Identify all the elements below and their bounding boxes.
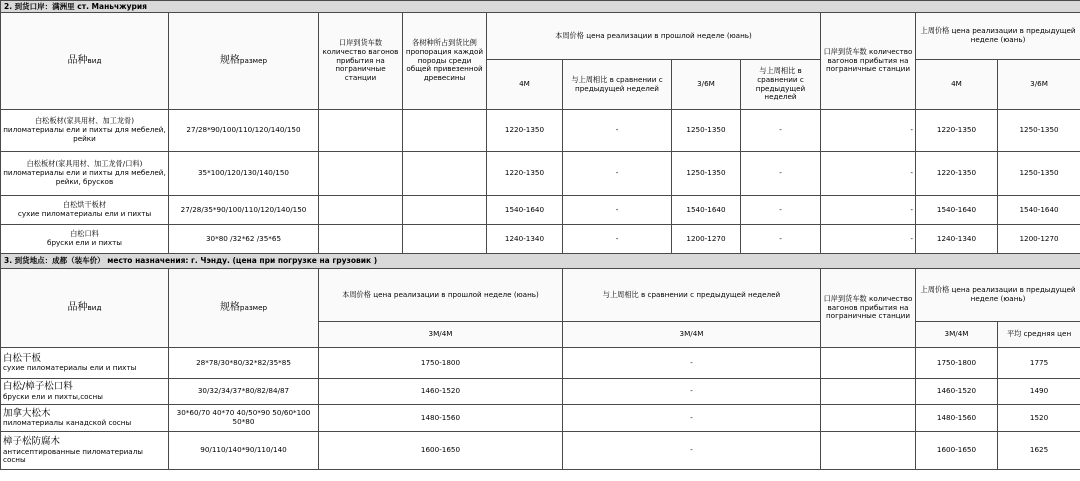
compare-34m: -: [563, 348, 821, 379]
header-compare-4m: 与上周相比 в сравнении с предыдущей неделей: [563, 60, 672, 110]
wagons-cell: [319, 110, 403, 152]
share-cell: [403, 225, 487, 254]
product-name: 加拿大松木 пиломатериалы канадской сосны: [1, 405, 169, 432]
product-name: 白松口料 бруски ели и пихты: [1, 225, 169, 254]
product-name: 樟子松防腐木 антисептированные пиломатериалы сосны: [1, 432, 169, 470]
compare-34m: -: [563, 432, 821, 470]
table-row: [1, 152, 1080, 196]
wagons-cell-2: -: [821, 225, 916, 254]
spec-cell: 27/28/35*90/100/110/120/140/150: [169, 196, 319, 225]
wagons-cell: [821, 348, 916, 379]
last-4m: 1240-1340: [916, 225, 998, 254]
last-4m: 1220-1350: [916, 152, 998, 196]
table-row: [1, 196, 1080, 225]
wagons-cell-2: -: [821, 110, 916, 152]
price-36m: 1540-1640: [672, 196, 741, 225]
last-36m: 1200-1270: [998, 225, 1080, 254]
product-name: 白松干板 сухие пиломатериалы ели и пихты: [1, 348, 169, 379]
header-last-36m: 3/6M: [998, 60, 1080, 110]
wagons-cell: [319, 225, 403, 254]
compare-34m: -: [563, 405, 821, 432]
share-cell: [403, 152, 487, 196]
last-36m: 1250-1350: [998, 110, 1080, 152]
spec-cell: 30*80 /32*62 /35*65: [169, 225, 319, 254]
wagons-cell: [821, 379, 916, 405]
last-36m: 1250-1350: [998, 152, 1080, 196]
table-row: [1, 405, 1080, 432]
last-4m: 1540-1640: [916, 196, 998, 225]
table-row: [1, 110, 1080, 152]
header-product: 品种вид: [1, 13, 169, 110]
table-row: [1, 225, 1080, 254]
product-name: 白松板材(家具用材、加工龙骨) пиломатериалы ели и пихты для мебелей, рейки: [1, 110, 169, 152]
wagons-cell: [821, 405, 916, 432]
last-4m: 1220-1350: [916, 110, 998, 152]
wagons-cell: [319, 196, 403, 225]
spec-cell: 27/28*90/100/110/120/140/150: [169, 110, 319, 152]
last-34m: 1750-1800: [916, 348, 998, 379]
price-34m: 1750-1800: [319, 348, 563, 379]
compare-4m: -: [563, 110, 672, 152]
header-4m: 4M: [487, 60, 563, 110]
header-compare-3: 与上周相比 в сравнении с предыдущей неделей: [563, 269, 821, 322]
share-cell: [403, 110, 487, 152]
product-name: 白松烘干板材 сухие пиломатериалы ели и пихты: [1, 196, 169, 225]
last-34m: 1460-1520: [916, 379, 998, 405]
avg-cell: 1775: [998, 348, 1080, 379]
spec-cell: 35*100/120/130/140/150: [169, 152, 319, 196]
price-34m: 1460-1520: [319, 379, 563, 405]
section3-title: 3. 到货地点：成都（装车价） место назначения: г. Чэнду. (цена при погрузке на грузовик ): [1, 254, 1080, 269]
header-compare-34m: 3M/4M: [563, 322, 821, 348]
share-cell: [403, 196, 487, 225]
wagons-cell-2: -: [821, 152, 916, 196]
compare-36m: -: [741, 152, 821, 196]
last-36m: 1540-1640: [998, 196, 1080, 225]
compare-34m: -: [563, 379, 821, 405]
table-row: [1, 379, 1080, 405]
price-4m: 1220-1350: [487, 110, 563, 152]
avg-cell: 1490: [998, 379, 1080, 405]
header-wagons-3: 口岸到货车数 количество вагонов прибытия на пограничные станции: [821, 269, 916, 348]
header-share: 各树种所占到货比例 пропорация каждой породы среди общей привезенной древесины: [403, 13, 487, 110]
header-this-week-3: 本周价格 цена реализации в прошлой неделе (юань): [319, 269, 563, 322]
header-avg: 平均 средняя цен: [998, 322, 1080, 348]
header-product-3: 品种вид: [1, 269, 169, 348]
price-36m: 1250-1350: [672, 110, 741, 152]
compare-4m: -: [563, 152, 672, 196]
compare-4m: -: [563, 225, 672, 254]
compare-36m: -: [741, 110, 821, 152]
compare-36m: -: [741, 196, 821, 225]
wagons-cell: [821, 432, 916, 470]
avg-cell: 1625: [998, 432, 1080, 470]
table-row: [1, 432, 1080, 470]
spec-cell: 30/32/34/37*80/82/84/87: [169, 379, 319, 405]
price-4m: 1220-1350: [487, 152, 563, 196]
header-34m: 3M/4M: [319, 322, 563, 348]
last-34m: 1480-1560: [916, 405, 998, 432]
avg-cell: 1520: [998, 405, 1080, 432]
wagons-cell-2: -: [821, 196, 916, 225]
spec-cell: 30*60/70 40*70 40/50*90 50/60*100 50*80: [169, 405, 319, 432]
price-4m: 1540-1640: [487, 196, 563, 225]
header-wagons-2: 口岸到货车数 количество вагонов прибытия на пограничные станции: [821, 13, 916, 110]
header-36m: 3/6M: [672, 60, 741, 110]
compare-36m: -: [741, 225, 821, 254]
product-name: 白松/樟子松口料 бруски ели и пихты,сосны: [1, 379, 169, 405]
price-34m: 1600-1650: [319, 432, 563, 470]
header-wagons: 口岸到货车数 количество вагонов прибытия на пограничные станции: [319, 13, 403, 110]
price-36m: 1250-1350: [672, 152, 741, 196]
price-36m: 1200-1270: [672, 225, 741, 254]
header-this-week: 本周价格 цена реализации в прошлой неделе (юань): [487, 13, 821, 60]
price-4m: 1240-1340: [487, 225, 563, 254]
last-34m: 1600-1650: [916, 432, 998, 470]
wagons-cell: [319, 152, 403, 196]
price-34m: 1480-1560: [319, 405, 563, 432]
header-spec-3: 规格размер: [169, 269, 319, 348]
spec-cell: 90/110/140*90/110/140: [169, 432, 319, 470]
header-compare-36m: 与上周相比 в сравнении с предыдущей неделей: [741, 60, 821, 110]
header-last-34m: 3M/4M: [916, 322, 998, 348]
header-last-week: 上周价格 цена реализации в предыдущей неделе (юань): [916, 13, 1080, 60]
header-spec: 规格размер: [169, 13, 319, 110]
table-row: [1, 348, 1080, 379]
compare-4m: -: [563, 196, 672, 225]
section2-title: 2. 到货口岸：满洲里 ст. Маньчжурия: [1, 1, 1080, 13]
spec-cell: 28*78/30*80/32*82/35*85: [169, 348, 319, 379]
header-last-4m: 4M: [916, 60, 998, 110]
product-name: 白松板材(家具用材、加工龙骨/口料) пиломатериалы ели и пихты для мебелей, рейки, брусков: [1, 152, 169, 196]
header-last-week-3: 上周价格 цена реализации в предыдущей неделе (юань): [916, 269, 1080, 322]
